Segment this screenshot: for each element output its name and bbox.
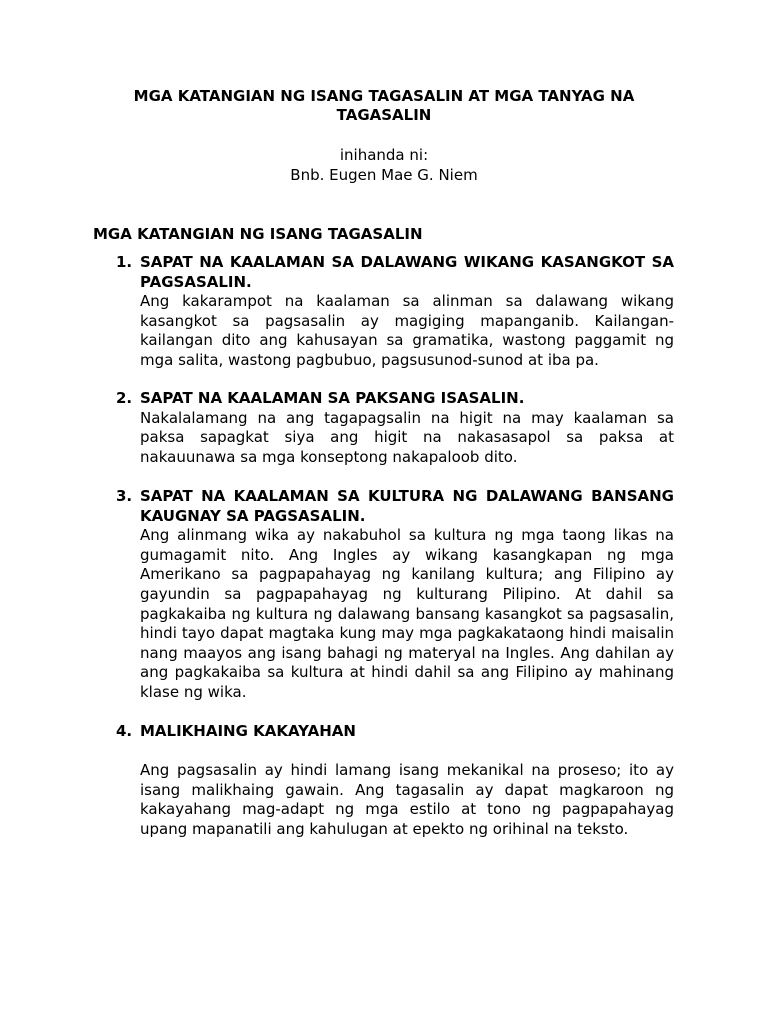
item-number: 2. — [116, 389, 133, 407]
list-item-3 — [116, 487, 674, 703]
item-body: Nakalalamang na ang tagapagsalin na higit na may kaalaman sa paksa sapagkat siya ang higit na nakasasapol sa paksa at nakauunawa sa mga konseptong nakapaloob dito. — [140, 408, 674, 466]
section-heading: MGA KATANGIAN NG ISANG TAGASALIN — [93, 225, 423, 243]
document-title: MGA KATANGIAN NG ISANG TAGASALIN AT MGA TANYAG NA TAGASALIN — [133, 87, 635, 124]
item-body: Ang alinmang wika ay nakabuhol sa kultura ng mga taong likas na gumagamit nito. Ang Ingles ay wikang kasangkapan ng mga Amerikano sa pagpapahayag ng kanilang kultura; ang Filipino ay gayundin sa pagpapahayag ng kulturang Pilipino. At dahil sa pagkakaiba ng kultura ng dalawang bansang kasangkot sa pagsasalin, hindi tayo dapat magtaka kung may mga pagkakataong hindi maisalin nang maayos ang isang bahagi ng materyal na Ingles. Ang dahilan ay ang pagkakaiba sa kultura at hindi dahil sa ang Filipino ay mahinang klase ng wika. — [140, 526, 674, 701]
item-number: 1. — [116, 253, 133, 271]
item-number: 3. — [116, 487, 133, 505]
item-body: Ang kakarampot na kaalaman sa alinman sa dalawang wikang kasangkot sa pagsasalin ay magiging mapanganib. Kailangan-kailangan dito ang kahusayan sa gramatika, wastong paggamit ng mga salita, wastong pagbubuo, pagsusunod-sunod at iba pa. — [140, 292, 674, 369]
list-item-2 — [116, 389, 674, 467]
list-item-4 — [116, 722, 674, 840]
byline — [100, 146, 668, 185]
item-heading: SAPAT NA KAALAMAN SA DALAWANG WIKANG KASANGKOT SA PAGSASALIN. — [140, 253, 674, 291]
item-heading: SAPAT NA KAALAMAN SA PAKSANG ISASALIN. — [140, 389, 525, 407]
list-item-1 — [116, 253, 674, 371]
item-heading: SAPAT NA KAALAMAN SA KULTURA NG DALAWANG BANSANG KAUGNAY SA PAGSASALIN. — [140, 487, 674, 525]
author-name: Bnb. Eugen Mae G. Niem — [290, 165, 478, 184]
item-number: 4. — [116, 722, 133, 740]
item-heading: MALIKHAING KAKAYAHAN — [140, 722, 356, 740]
prepared-by-label: inihanda ni: — [339, 146, 429, 164]
item-body: Ang pagsasalin ay hindi lamang isang mekanikal na proseso; ito ay isang malikhaing gawain. Ang tagasalin ay dapat magkaroon ng kakayahang mag-adapt ng mga estilo at tono ng pagpapahayag upang mapanatili ang kahulugan at epekto ng orihinal na teksto. — [140, 761, 674, 838]
